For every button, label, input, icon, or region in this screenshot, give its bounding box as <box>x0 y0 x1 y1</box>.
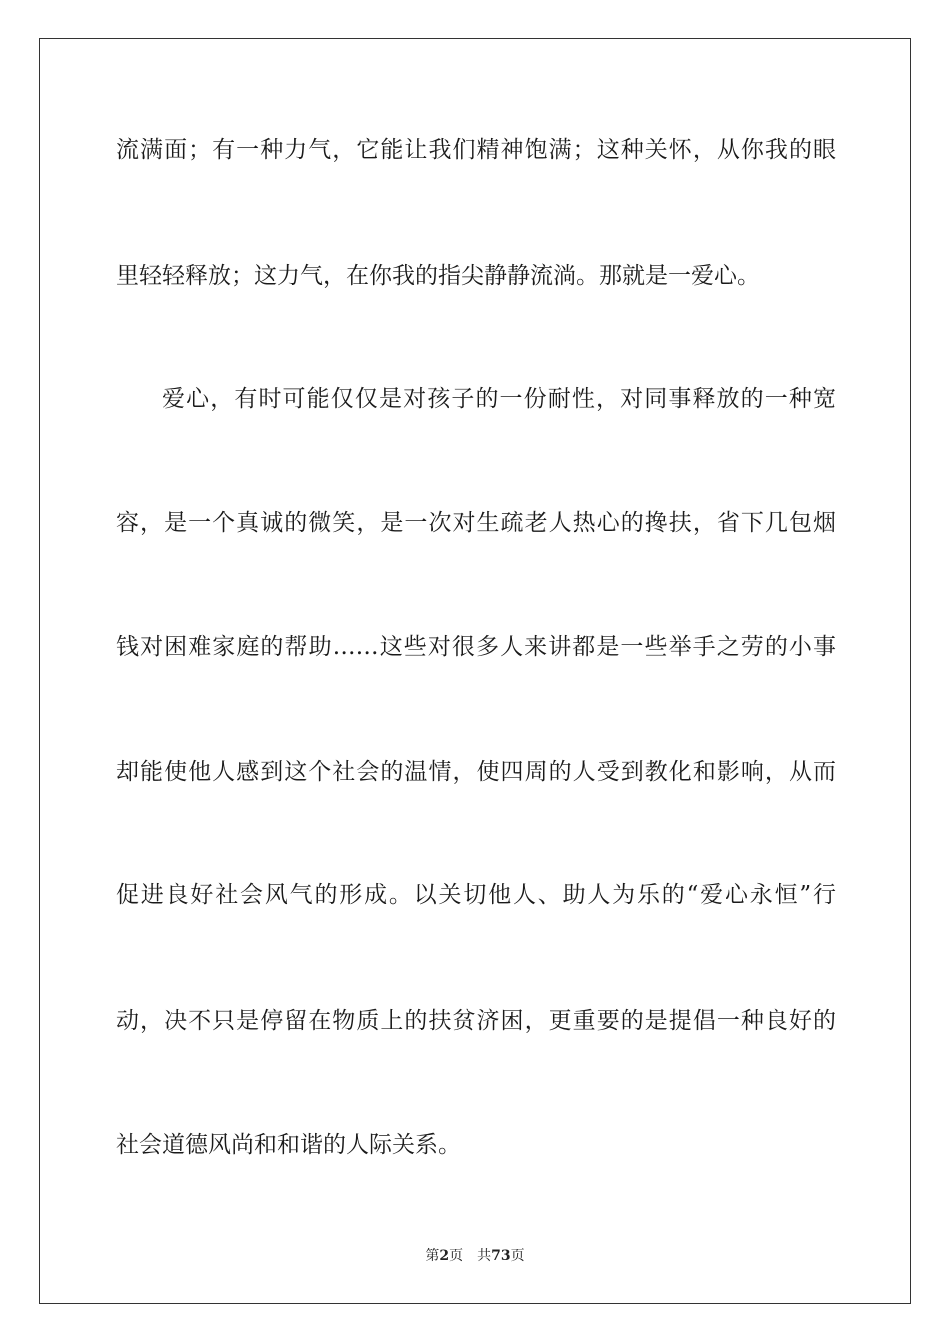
footer-total-pages: 73 <box>491 1248 511 1264</box>
body-line-7: 促进良好社会风气的形成。以关切他人、助人为乐的“爱心永恒”行 <box>116 882 836 908</box>
footer-total-suffix: 页 <box>510 1248 525 1264</box>
footer-total-prefix: 共 <box>477 1248 492 1264</box>
body-line-9: 社会道德风尚和和谐的人际关系。 <box>116 1132 461 1158</box>
footer-page-number: 2 <box>439 1248 450 1264</box>
body-line-3-indented: 爱心，有时可能仅仅是对孩子的一份耐性，对同事释放的一种宽 <box>162 386 836 412</box>
page-frame <box>39 38 911 1304</box>
footer-page-prefix: 第 <box>425 1248 440 1264</box>
body-line-2: 里轻轻释放；这力气，在你我的指尖静静流淌。那就是一爱心。 <box>116 263 760 289</box>
page-footer <box>0 1246 950 1266</box>
body-line-8: 动，决不只是停留在物质上的扶贫济困，更重要的是提倡一种良好的 <box>116 1008 836 1034</box>
body-line-5: 钱对困难家庭的帮助……这些对很多人来讲都是一些举手之劳的小事 <box>116 634 836 660</box>
body-line-4: 容，是一个真诚的微笑，是一次对生疏老人热心的搀扶，省下几包烟 <box>116 510 836 536</box>
body-line-6: 却能使他人感到这个社会的温情，使四周的人受到教化和影响，从而 <box>116 759 836 785</box>
footer-page-suffix: 页 <box>449 1248 464 1264</box>
body-line-1: 流满面；有一种力气，它能让我们精神饱满；这种关怀，从你我的眼 <box>116 137 836 163</box>
